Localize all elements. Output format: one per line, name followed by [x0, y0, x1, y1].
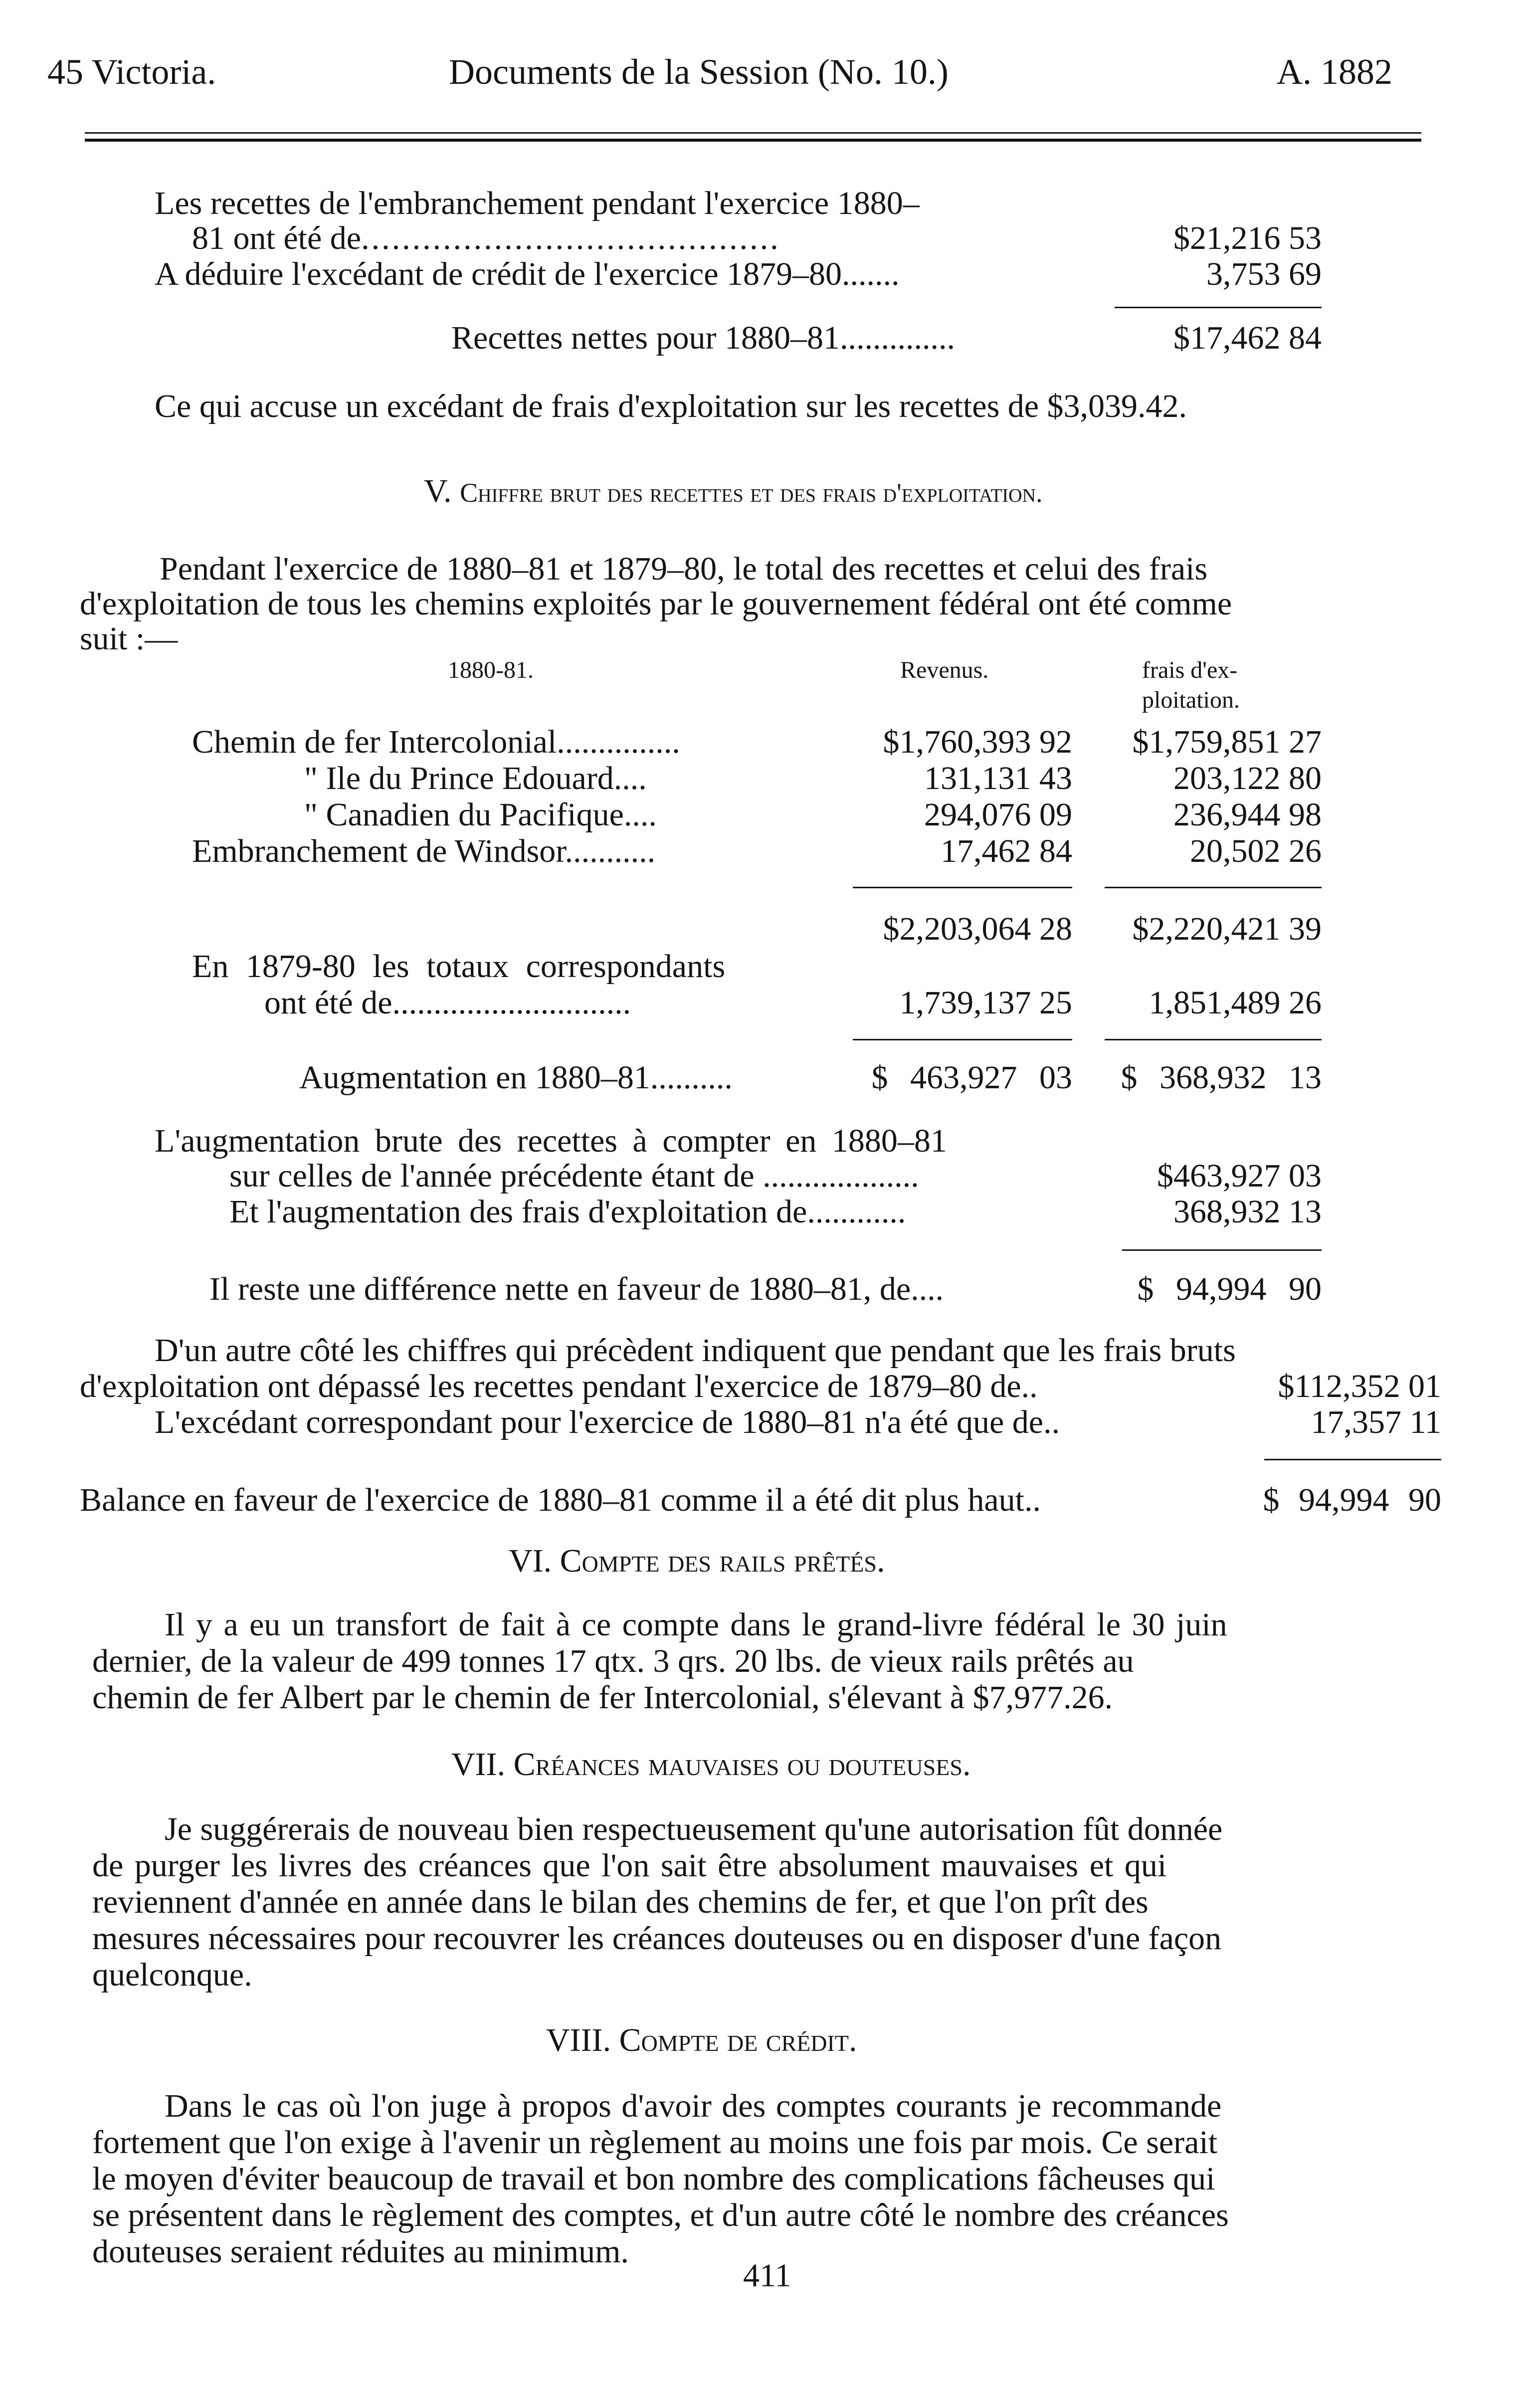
other-line3	[155, 1406, 1060, 1439]
brute-line3-amount: 368,932 13	[1173, 1194, 1322, 1230]
block1-line2-label: 81 ont été de	[192, 220, 362, 256]
brute-rule	[1122, 1249, 1322, 1251]
block1-net	[451, 322, 955, 355]
section7-para-line1: Je suggérerais de nouveau bien respectueusement qu'une autorisation fût donnée	[165, 1811, 1223, 1847]
other-line2-label: d'exploitation ont dépassé les recettes pendant l'exercice de 1879–80 de	[80, 1368, 1021, 1404]
header-rule-bottom	[85, 139, 1421, 142]
block1-summary: Ce qui accuse un excédant de frais d'exploitation sur les recettes de $3,039.42.	[155, 388, 1187, 424]
brute-line2-amount: $463,927 03	[1157, 1158, 1322, 1194]
other-line3-label: L'excédant correspondant pour l'exercice de 1880–81 n'a été que de	[155, 1404, 1044, 1440]
header-rule-top	[85, 132, 1421, 134]
brute-diff	[209, 1273, 944, 1306]
leader-dots: ...............	[557, 724, 680, 760]
table-rule-1-rev	[853, 887, 1072, 888]
section7-para-line3: reviennent d'année en année dans le bilan des chemins de fer, et que l'on prît des	[92, 1884, 1149, 1920]
section6-title: VI. Compte des rails prêtés.	[509, 1543, 885, 1579]
table-aug-rev: $ 463,927 03	[871, 1059, 1072, 1096]
header-right: A. 1882	[1277, 52, 1392, 92]
table-aug-exp: $ 368,932 13	[1121, 1059, 1322, 1096]
table-col-year: 1880-81.	[448, 657, 534, 683]
leader-dots: .............................	[392, 985, 631, 1021]
block1-line2-amount: $21,216 53	[1173, 220, 1322, 256]
other-balance-amount: $ 94,994 90	[1263, 1482, 1441, 1518]
section7-title: VII. Créances mauvaises ou douteuses.	[451, 1746, 971, 1783]
block1-net-label: Recettes nettes pour 1880–81	[451, 320, 840, 356]
table-col-expenses-2: ploitation.	[1142, 687, 1240, 713]
section8-para-line2: fortement que l'on exige à l'avenir un règlement au moins une fois par mois. Ce serait	[92, 2124, 1218, 2161]
section8-para-line5: douteuses seraient réduites au minimum.	[92, 2233, 629, 2270]
row-label: Chemin de fer Intercolonial	[192, 724, 557, 760]
leader-dots: ..........	[650, 1059, 733, 1096]
block1-line3	[155, 258, 900, 291]
block1-net-amount: $17,462 84	[1173, 320, 1322, 356]
table-row-3-rev: 294,076 09	[924, 797, 1072, 833]
block1-line2	[192, 222, 1110, 255]
table-rule-1-exp	[1105, 887, 1322, 888]
table-rule-2-rev	[853, 1039, 1072, 1040]
other-line3-amount: 17,357 11	[1311, 1404, 1441, 1440]
table-col-revenues: Revenus.	[900, 657, 989, 683]
block1-line1: Les recettes de l'embranchement pendant l'exercice 1880–	[155, 185, 920, 221]
table-row-3-exp: 236,944 98	[1173, 797, 1322, 833]
diff-label: Il reste une différence nette en faveur de 1880–81, de	[209, 1271, 911, 1307]
table-row-4-label	[192, 835, 655, 868]
leader-dots: ..	[1021, 1368, 1038, 1404]
row-label: " Ile du Prince Edouard	[304, 760, 614, 797]
leader-dots: ...................	[754, 1158, 919, 1194]
leader-dots: .......	[842, 256, 900, 292]
other-rule	[1264, 1459, 1441, 1460]
brute-line2	[229, 1160, 919, 1193]
section6-para-line3: chemin de fer Albert par le chemin de fer Intercolonial, s'élevant à $7,977.26.	[92, 1679, 1113, 1716]
block1-line3-amount: 3,753 69	[1206, 256, 1322, 292]
leader-dots: .........................................	[361, 220, 780, 256]
section5-title	[424, 475, 1042, 508]
section5-para-line3: suit :—	[80, 620, 178, 657]
section6-para-line2: dernier, de la valeur de 499 tonnes 17 qtx. 3 qrs. 20 lbs. de vieux rails prêtés au	[92, 1643, 1134, 1679]
table-aug-label	[299, 1061, 733, 1094]
table-total-rev: $2,203,064 28	[883, 911, 1072, 947]
other-line1: D'un autre côté les chiffres qui précèdent indiquent que pendant que les frais bruts	[155, 1332, 1236, 1369]
table-prev-label-2	[264, 987, 631, 1019]
header-center: Documents de la Session (No. 10.)	[449, 52, 949, 92]
section6-para-line1: Il y a eu un transfort de fait à ce compte dans le grand-livre fédéral le 30 juin	[165, 1606, 1227, 1643]
leader-dots: ....	[911, 1271, 944, 1307]
section8-para-line3: le moyen d'éviter beaucoup de travail et bon nombre des complications fâcheuses qui	[92, 2161, 1215, 2197]
table-prev-label-1: En 1879-80 les totaux correspondants	[192, 948, 726, 985]
section5-para-line1: Pendant l'exercice de 1880–81 et 1879–80, le total des recettes et celui des frais	[160, 551, 1208, 587]
leader-dots: ..	[1024, 1482, 1041, 1518]
table-row-2-label	[304, 762, 647, 795]
table-row-1-label	[192, 726, 680, 759]
section7-para-line5: quelconque.	[92, 1957, 252, 1993]
table-row-4-exp: 20,502 26	[1190, 833, 1322, 869]
table-row-2-rev: 131,131 43	[924, 760, 1072, 797]
balance-label: Balance en faveur de l'exercice de 1880–81 comme il a été dit plus haut	[80, 1482, 1024, 1518]
section8-para-line4: se présentent dans le règlement des comptes, et d'un autre côté le nombre des créances	[92, 2197, 1229, 2233]
page-number: 411	[743, 2257, 791, 2294]
leader-dots: ....	[623, 797, 657, 833]
block1-rule	[1115, 307, 1322, 308]
prev-label: ont été de	[264, 985, 392, 1021]
section8-title: VIII. Compte de crédit.	[546, 2022, 857, 2058]
leader-dots: ............	[807, 1194, 906, 1230]
section5-title-text: Chiffre brut des recettes et des frais d'exploitation.	[460, 478, 1043, 508]
row-label: Embranchement de Windsor	[192, 833, 565, 869]
table-row-1-rev: $1,760,393 92	[883, 724, 1072, 760]
table-row-4-rev: 17,462 84	[941, 833, 1072, 869]
leader-dots: ..	[1043, 1404, 1060, 1440]
other-line2	[80, 1370, 1038, 1403]
header-left: 45 Victoria.	[47, 52, 216, 92]
other-balance	[80, 1484, 1041, 1517]
brute-line3-label: Et l'augmentation des frais d'exploitation de	[229, 1194, 807, 1230]
section7-para-line2: de purger les livres des créances que l'on sait être absolument mauvaises et qui	[92, 1847, 1167, 1884]
aug-label: Augmentation en 1880–81	[299, 1059, 650, 1096]
brute-line1: L'augmentation brute des recettes à compter en 1880–81	[155, 1123, 947, 1159]
leader-dots: ..............	[839, 320, 955, 356]
leader-dots: ...........	[565, 833, 656, 869]
table-row-3-label	[304, 798, 657, 831]
table-prev-exp: 1,851,489 26	[1149, 985, 1322, 1021]
brute-diff-amount: $ 94,994 90	[1137, 1271, 1322, 1307]
section5-para-line2: d'exploitation de tous les chemins exploités par le gouvernement fédéral ont été comme	[80, 586, 1232, 622]
block1-line3-label: A déduire l'excédant de crédit de l'exercice 1879–80	[155, 256, 842, 292]
table-row-2-exp: 203,122 80	[1173, 760, 1322, 797]
brute-line3	[229, 1196, 906, 1228]
section8-para-line1: Dans le cas où l'on juge à propos d'avoir des comptes courants je recommande	[165, 2088, 1222, 2124]
table-row-1-exp: $1,759,851 27	[1132, 724, 1322, 760]
table-prev-rev: 1,739,137 25	[899, 985, 1072, 1021]
table-rule-2-exp	[1105, 1039, 1322, 1040]
section5-title-num: V.	[424, 473, 452, 509]
section7-para-line4: mesures nécessaires pour recouvrer les créances douteuses ou en disposer d'une façon	[92, 1920, 1222, 1957]
other-line2-amount: $112,352 01	[1278, 1368, 1441, 1404]
brute-line2-label: sur celles de l'année précédente étant de	[229, 1158, 755, 1194]
table-total-exp: $2,220,421 39	[1132, 911, 1322, 947]
leader-dots: ....	[613, 760, 647, 797]
table-col-expenses-1: frais d'ex-	[1142, 657, 1238, 683]
row-label: " Canadien du Pacifique	[304, 797, 624, 833]
